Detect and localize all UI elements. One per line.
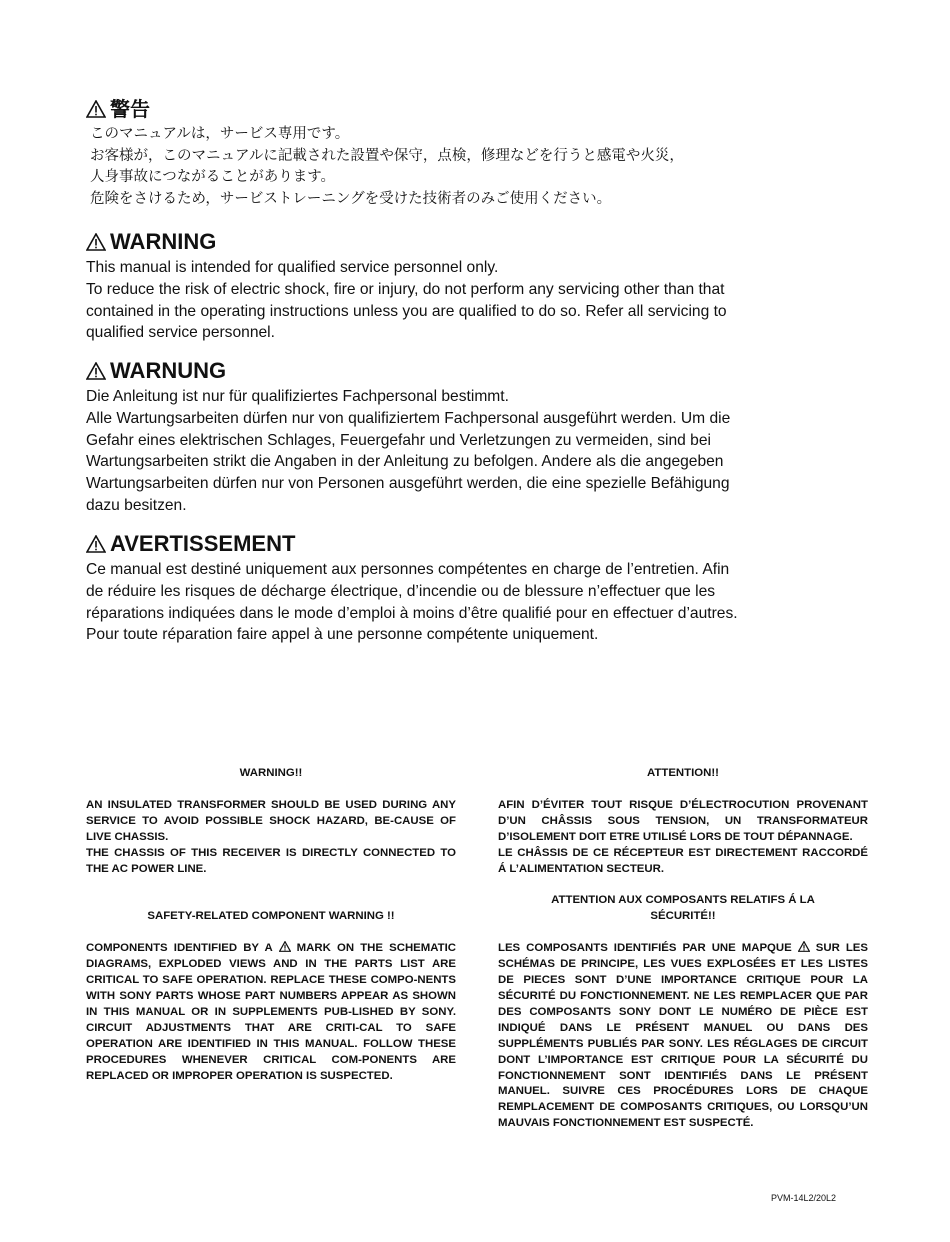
japanese-warning-section [86, 96, 776, 210]
german-line: Wartungsarbeiten dürfen nur von Personen ausgeführt werden, die eine spezielle Befähigung [86, 475, 730, 493]
right-attention-body-2: LE CHÂSSIS DE CE RÉCEPTEUR EST DIRECTEMENT RACCORDÉ Á L’ALIMENTATION SECTEUR. [498, 846, 868, 875]
warning-triangle-icon [798, 941, 810, 952]
japanese-line: 人身事故につながることがあります。 [90, 169, 336, 185]
warning-triangle-icon [86, 100, 106, 118]
japanese-line: このマニュアルは，サービス専用です。 [90, 126, 350, 142]
english-line: contained in the operating instructions unless you are qualified to do so. Refer all servicing to [86, 302, 727, 320]
left-safety-title: SAFETY-RELATED COMPONENT WARNING !! [147, 910, 395, 923]
french-line: Ce manual est destiné uniquement aux personnes compétentes en charge de l’entretien. Afin [86, 561, 730, 578]
japanese-line: 危険をさけるため，サービストレーニングを受けた技術者のみご使用ください。 [90, 190, 612, 207]
warning-triangle-icon [279, 941, 291, 952]
warning-triangle-icon [86, 535, 106, 553]
left-safety-body [86, 941, 456, 1084]
french-line: réparations indiquées dans le mode d’emploi à moins d’être qualifié pour en effectuer d’autres. [86, 604, 738, 622]
english-warning-heading [86, 229, 776, 255]
french-warning-section [86, 531, 776, 646]
japanese-line: お客様が，このマニュアルに記載された設置や保守，点検，修理などを行うと感電や火災， [90, 147, 684, 164]
right-safety-body [498, 941, 868, 1132]
right-safety-title-line-1: ATTENTION AUX COMPOSANTS RELATIFS Á LA [551, 894, 815, 907]
french-warning-heading [86, 531, 776, 557]
english-line: This manual is intended for qualified service personnel only. [86, 259, 499, 276]
warning-triangle-icon [86, 362, 106, 380]
left-safety-body-post: MARK ON THE SCHEMATIC DIAGRAMS, EXPLODED VIEWS AND IN THE PARTS LIST ARE CRITICAL TO SAFE OPERATION. REPLACE THESE COMPO-NENTS WITH SONY PARTS WHOSE PART NUMBERS APPEAR AS SHOWN IN THIS MANUAL OR IN SUPPLEMENTS PUB-LISHED BY SONY. CIRCUIT ADJUSTMENTS THAT ARE CRITI-CAL TO SAFE OPERATION ARE IDENTIFIED IN THIS MANUAL. FOLLOW THESE PROCEDURES WHENEVER CRITICAL COM-PONENTS ARE REPLACED OR IMPROPER OPERATION IS SUSPECTED. [86, 942, 456, 1082]
right-safety-body-pre: LES COMPOSANTS IDENTIFIÉS PAR UNE MAPQUE [498, 942, 792, 955]
french-line: Pour toute réparation faire appel à une personne compétente uniquement. [86, 626, 599, 644]
german-line: dazu besitzen. [86, 496, 187, 514]
japanese-warning-heading [86, 96, 776, 122]
german-line: Gefahr eines elektrischen Schlages, Feuergefahr und Verletzungen zu vermeiden, sind bei [86, 431, 711, 449]
french-warning-title: AVERTISSEMENT [110, 531, 296, 556]
german-line: Wartungsarbeiten strikt die Angaben in der Anleitung zu befolgen. Andere als die angegeben [86, 453, 724, 471]
right-safety-title-line-2: SÉCURITÉ!! [650, 910, 716, 923]
german-line: Die Anleitung ist nur für qualifiziertes Fachpersonal bestimmt. [86, 388, 509, 405]
french-line: de réduire les risques de décharge électrique, d’incendie ou de blessure n’effectuer que les [86, 582, 716, 600]
english-warning-title: WARNING [110, 229, 217, 254]
right-safety-body-post: SUR LES SCHÉMAS DE PRINCIPE, LES VUES EXPLOSÉES ET LES LISTES DE PIECES SONT D’UNE IMPORTANCE CRITIQUE POUR LA SÉCURITÉ DU FONCTIONNEMENT. NE LES REMPLACER QUE PAR DES COMPOSANTS SONY DONT LE NUMÉRO DE PIÈCE EST INDIQUÉ DANS LE PRÉSENT MANUEL OU DANS DES SUPPLÉMENTS PUBLIÉS PAR SONY. LES RÉGLAGES DE CIRCUIT DONT L’IMPORTANCE EST CRITIQUE POUR LA SÉCURITÉ DU FONCTIONNEMENT SONT IDENTIFIÉS DANS LE PRÉSENT MANUEL. SUIVRE CES PROCÉDURES LORS DE CHAQUE REMPLACEMENT DE COMPOSANTS CRITIQUES, OU LORSQU’UN MAUVAIS FONCTIONNEMENT EST SUSPECTÉ. [498, 942, 868, 1130]
left-warning-body-2: THE CHASSIS OF THIS RECEIVER IS DIRECTLY CONNECTED TO THE AC POWER LINE. [86, 846, 456, 875]
left-safety-body-pre: COMPONENTS IDENTIFIED BY A [86, 942, 273, 955]
english-warning-section [86, 229, 776, 344]
japanese-warning-title: 警告 [110, 97, 150, 121]
english-line: To reduce the risk of electric shock, fire or injury, do not perform any servicing other than that [86, 280, 725, 298]
left-column-english-notices [86, 766, 456, 1085]
german-warning-title: WARNUNG [110, 358, 227, 383]
left-warning-title: WARNING!! [239, 767, 303, 779]
warning-triangle-icon [86, 233, 106, 251]
left-warning-body: AN INSULATED TRANSFORMER SHOULD BE USED DURING ANY SERVICE TO AVOID POSSIBLE SHOCK HAZARD, BE-CAUSE OF LIVE CHASSIS. [86, 798, 456, 843]
german-warning-heading [86, 358, 776, 384]
english-line: qualified service personnel. [86, 324, 275, 342]
right-attention-body: AFIN D’ÉVITER TOUT RISQUE D’ÉLECTROCUTION PROVENANT D’UN CHÂSSIS SOUS TENSION, UN TRANSFORMATEUR D’ISOLEMENT DOIT ETRE UTILISÉ LORS DE TOUT DÉPANNAGE. [498, 798, 868, 843]
german-warning-section [86, 358, 776, 517]
right-attention-title: ATTENTION!! [647, 767, 719, 779]
german-line: Alle Wartungsarbeiten dürfen nur von qualifiziertem Fachpersonal ausgeführt werden. Um die [86, 409, 731, 427]
model-number-footer: PVM-14L2/20L2 [771, 1193, 837, 1203]
right-column-french-notices [498, 766, 868, 1132]
